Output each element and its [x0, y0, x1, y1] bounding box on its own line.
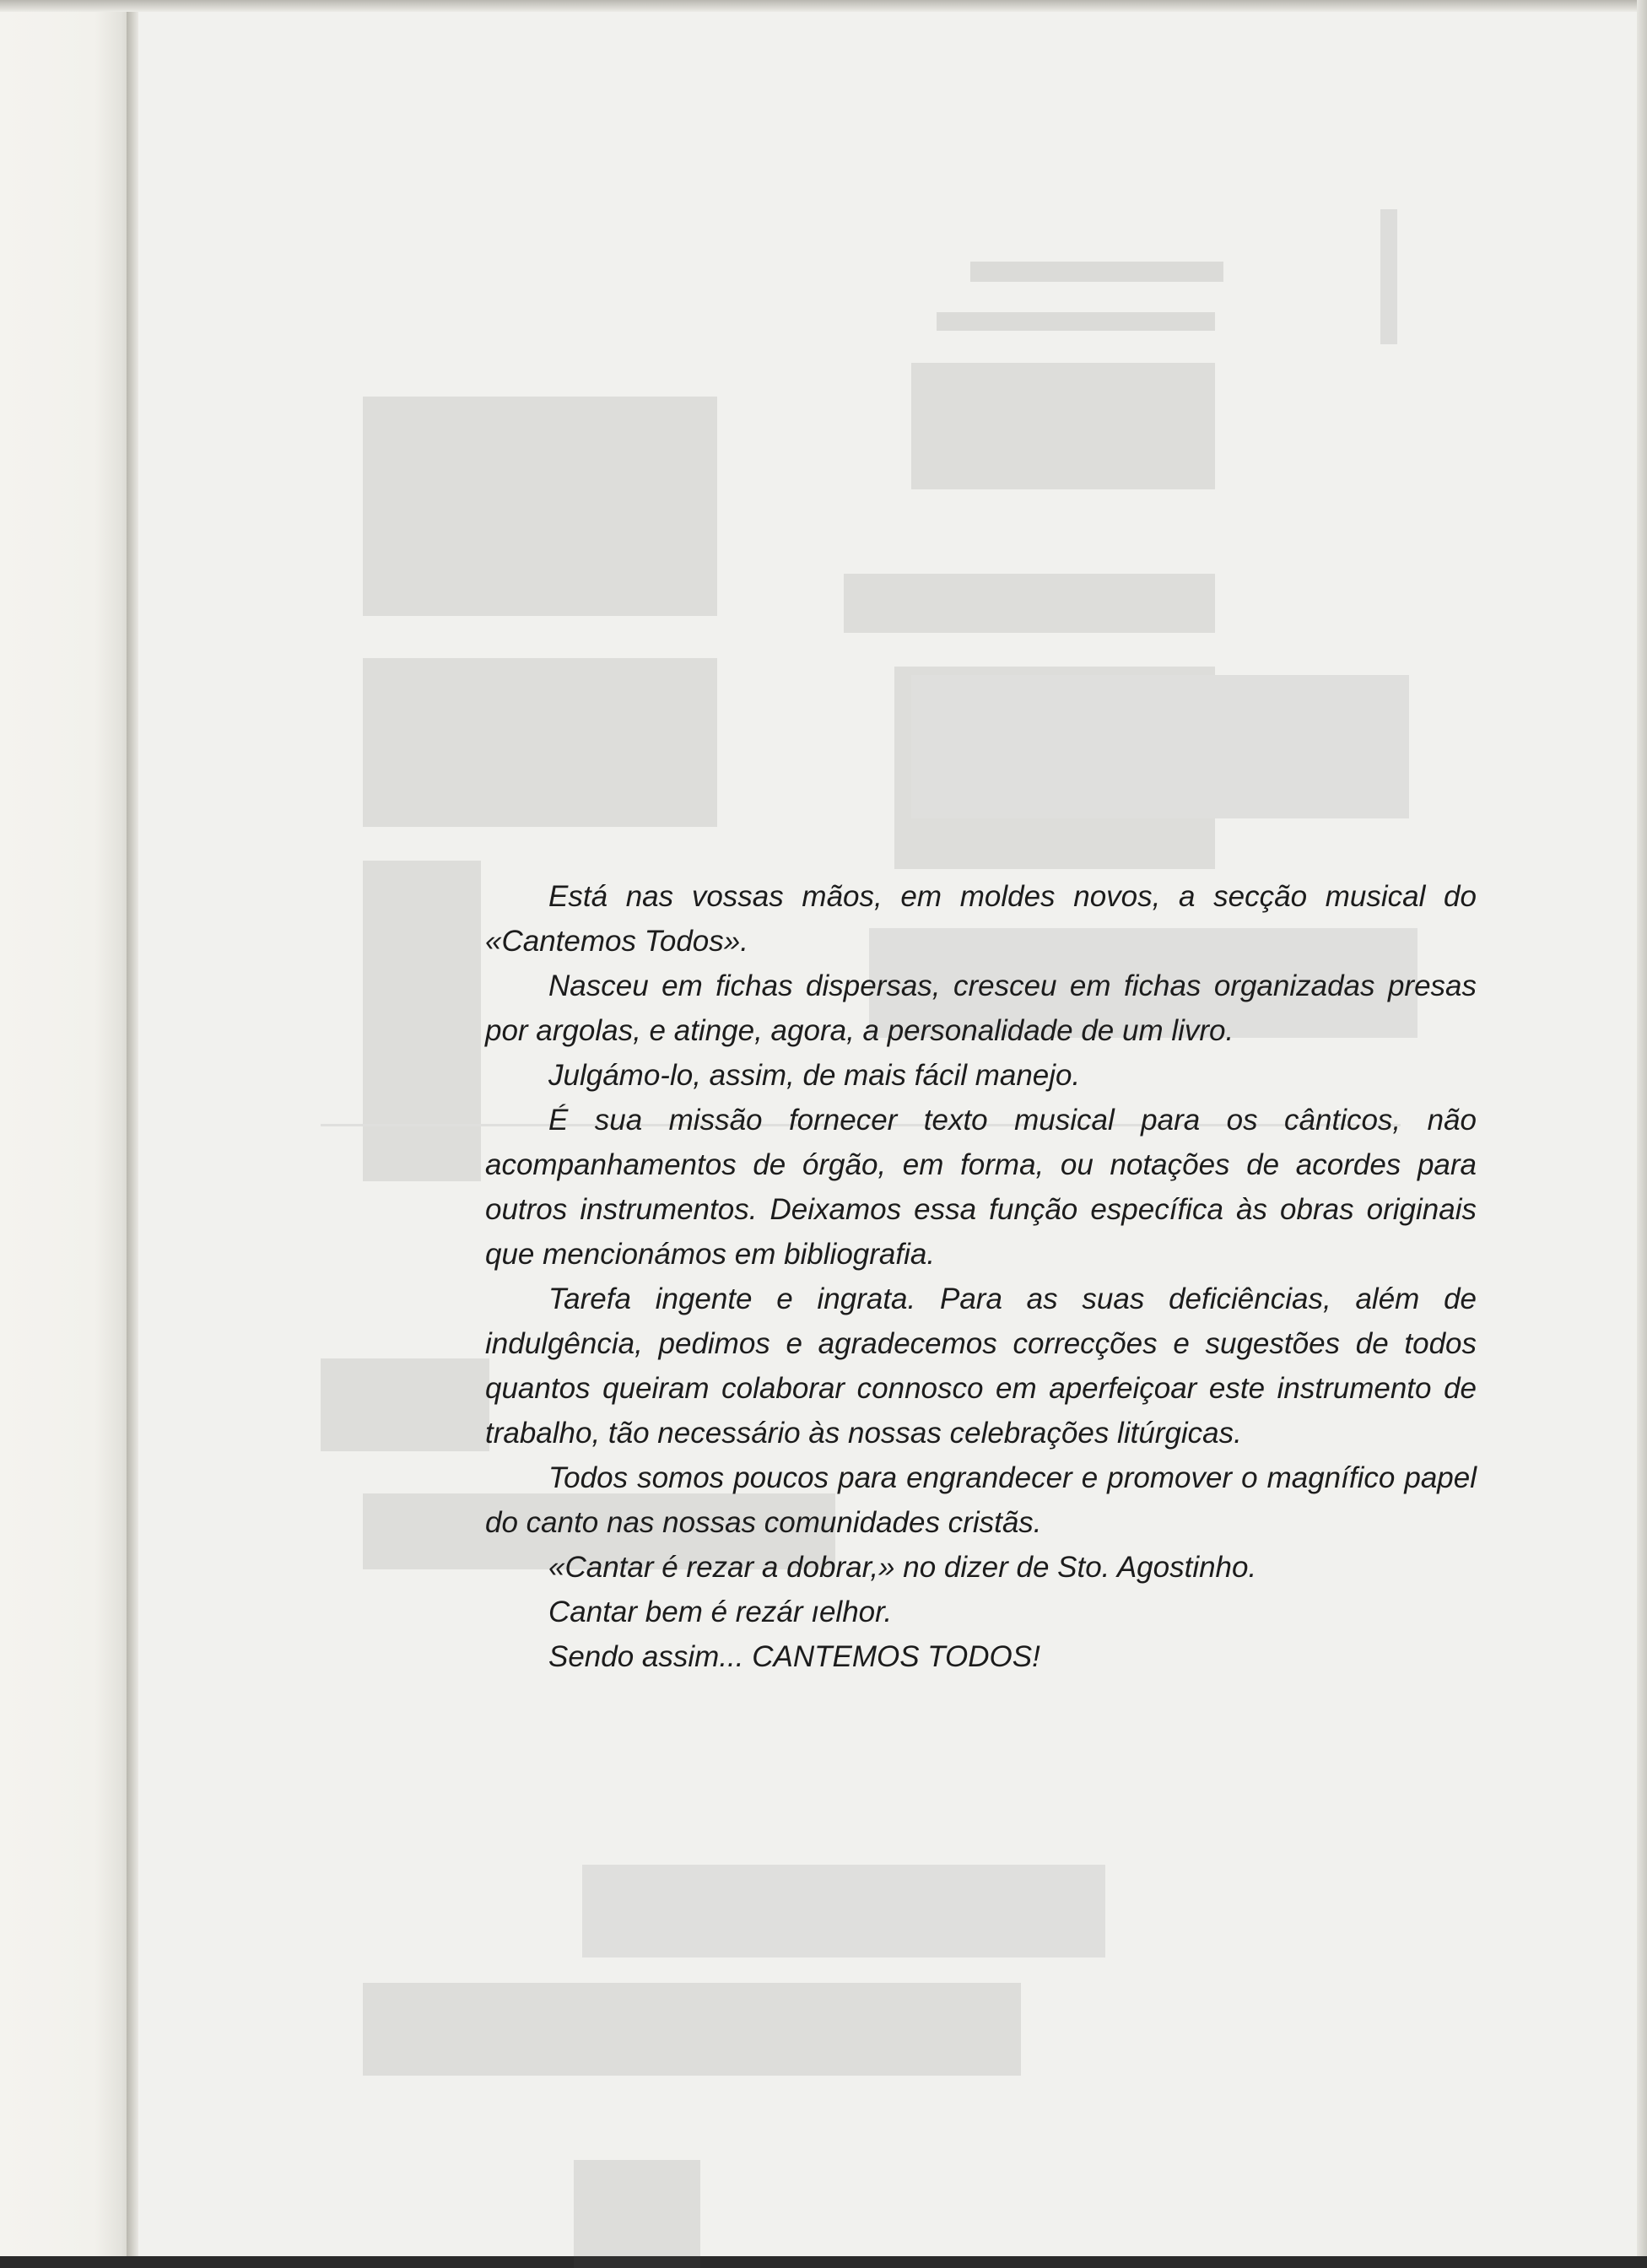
ghost-block-13	[582, 1865, 1105, 1958]
ghost-block-2	[937, 312, 1215, 331]
page-bottom-edge	[0, 2256, 1647, 2268]
paragraph-5: Tarefa ingente e ingrata. Para as suas deficiências, além de indulgência, pedimos e agradecemos correcções e sugestões de todos quantos queiram colaborar connosco em aperfeiçoar este instrumento de trabalho, tão necessário às nossas celebrações litúrgicas.	[485, 1282, 1477, 1450]
page-binding	[0, 0, 135, 2268]
page-top-edge	[0, 0, 1647, 12]
ghost-bar	[1380, 209, 1397, 344]
paragraph-8: Cantar bem é rezár ıelhor.	[548, 1596, 893, 1628]
ghost-block-1	[970, 262, 1223, 282]
ghost-block-15	[574, 2160, 700, 2268]
paragraph-3: Julgámo-lo, assim, de mais fácil manejo.	[548, 1059, 1081, 1092]
ghost-block-8	[911, 675, 1409, 818]
ghost-block-11	[321, 1358, 489, 1451]
paragraph-2: Nasceu em fichas dispersas, cresceu em fichas organizadas presas por argolas, e atinge, agora, a personalidade de um livro.	[485, 969, 1477, 1047]
ghost-block-6	[363, 397, 717, 616]
paragraph-9: Sendo assim... CANTEMOS TODOS!	[548, 1640, 1040, 1673]
ghost-block-7	[363, 658, 717, 827]
paragraph-1: Está nas vossas mãos, em moldes novos, a secção musical do «Cantemos Todos».	[485, 880, 1477, 958]
ghost-block-10	[363, 861, 481, 1181]
binding-edge	[127, 0, 138, 2268]
ghost-block-14	[363, 1983, 1021, 2076]
preface-text	[485, 874, 1477, 1679]
paragraph-4: É sua missão fornecer texto musical para os cânticos, não acompanhamentos de órgão, em forma, ou notações de acordes para outros instrumentos. Deixamos essa função específica às obras originais que mencionámos em bibliografia.	[485, 1104, 1477, 1271]
paragraph-7: «Cantar é rezar a dobrar,» no dizer de Sto. Agostinho.	[548, 1551, 1257, 1584]
ghost-block-5	[894, 667, 1215, 869]
ghost-block-3	[911, 363, 1215, 489]
paragraph-6: Todos somos poucos para engrandecer e promover o magnífico papel do canto nas nossas comunidades cristãs.	[485, 1461, 1477, 1539]
ghost-block-4	[844, 574, 1215, 633]
page-right-edge	[1637, 0, 1647, 2268]
